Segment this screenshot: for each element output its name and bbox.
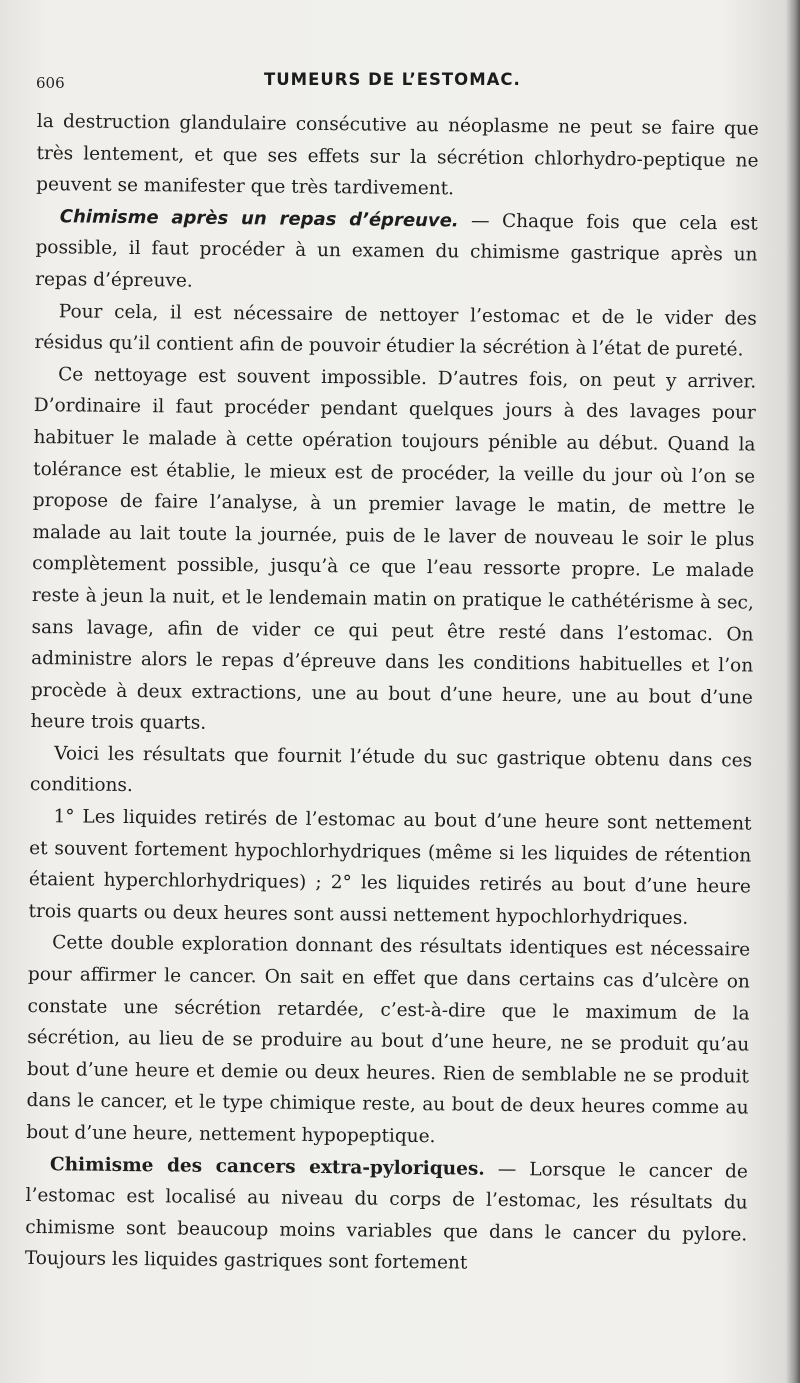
paragraph-cancers-extra-pyloriques xyxy=(25,1149,748,1283)
paragraph-text: Pour cela, il est nécessaire de nettoyer l’estomac et de le vider des résidus qu’il contient afin de pouvoir étudier la sécrétion à l’état de pureté. xyxy=(34,300,757,361)
paragraph-text: — Lorsque le cancer de l’estomac est localisé au niveau du corps de l’estomac, les résultats du chimisme sont beaucoup moins variables que dans le cancer du pylore. Toujours les liquides gastriques sont fortement xyxy=(24,1158,748,1274)
paragraph-continuation xyxy=(36,106,759,208)
section-heading-extra-pyloriques: Chimisme des cancers extra-pyloriques. xyxy=(49,1153,485,1180)
paragraph-nettoyage-intro xyxy=(34,296,757,367)
section-heading-repas: Chimisme après un repas d’épreuve. xyxy=(59,206,459,232)
paragraph-chimisme-repas xyxy=(35,201,758,303)
paragraph-text: Voici les résultats que fournit l’étude du suc gastrique obtenu dans ces conditions. xyxy=(29,743,753,797)
paragraph-resultats-liste xyxy=(28,801,751,935)
page-spine-shadow xyxy=(786,0,800,1383)
page-header xyxy=(36,70,766,98)
paragraph-text: — Chaque fois que cela est possible, il faut procéder à un examen du chimisme gastrique après un repas d’épreuve. xyxy=(35,210,758,292)
list-lead: 1° xyxy=(53,806,75,828)
paragraph-text: Ce nettoyage est souvent impossible. D’autres fois, on peut y arriver. D’ordinaire il faut procéder pendant quelques jours à des lavages pour habituer le malade à cette opération toujours pénible au début. Quand la tolérance est établie, le mieux est de procéder, la veille du jour où l’on se propose de faire l’analyse, à un premier lavage le matin, de mettre le malade au lait toute la journée, puis de le laver de nouveau le soir le plus complètement possible, jusqu’à ce que l’eau ressorte propre. Le malade reste à jeun la nuit, et le lendemain matin on pratique le cathétérisme à sec, sans lavage, afin de vider ce qui peut être resté dans l’estomac. On administre alors le repas d’épreuve dans les conditions habituelles et l’on procède à deux extractions, une au bout d’une heure, une au bout d’une heure trois quarts. xyxy=(30,363,757,735)
paragraph-nettoyage-procedure xyxy=(30,359,756,746)
paragraph-double-exploration xyxy=(26,927,750,1156)
body-text xyxy=(25,106,759,1282)
paragraph-text: la destruction glandulaire consécutive au néoplasme ne peut se faire que très lentement, et que ses effets sur la sécrétion chlorhydro-peptique ne peuvent se manifester que très tardivement. xyxy=(36,110,759,200)
paragraph-text: Les liquides retirés de l’estomac au bout d’une heure sont nettement et souvent fortement hypochlorhydriques (même si les liquides de rétention étaient hyperchlorhydriques) ; 2° les liquides retirés au bout d’une heure trois quarts ou deux heures sont aussi nettement hypochlorhydriques. xyxy=(28,806,752,929)
page-number: 606 xyxy=(36,74,65,92)
paragraph-text: Cette double exploration donnant des résultats identiques est nécessaire pour affirmer le cancer. On sait en effet que dans certains cas d’ulcère on constate une sécrétion retardée, c’est-à-dire que le maximum de la sécrétion, au lieu de se produire au bout d’une heure, ne se produit qu’au bout d’une heure et demie ou deux heures. Rien de semblable ne se produit dans le cancer, et le type chimique reste, au bout de deux heures comme au bout d’une heure, nettement hypopeptique. xyxy=(26,932,751,1148)
paragraph-resultats-intro xyxy=(30,738,753,809)
running-title: TUMEURS DE L’ESTOMAC. xyxy=(264,70,521,89)
